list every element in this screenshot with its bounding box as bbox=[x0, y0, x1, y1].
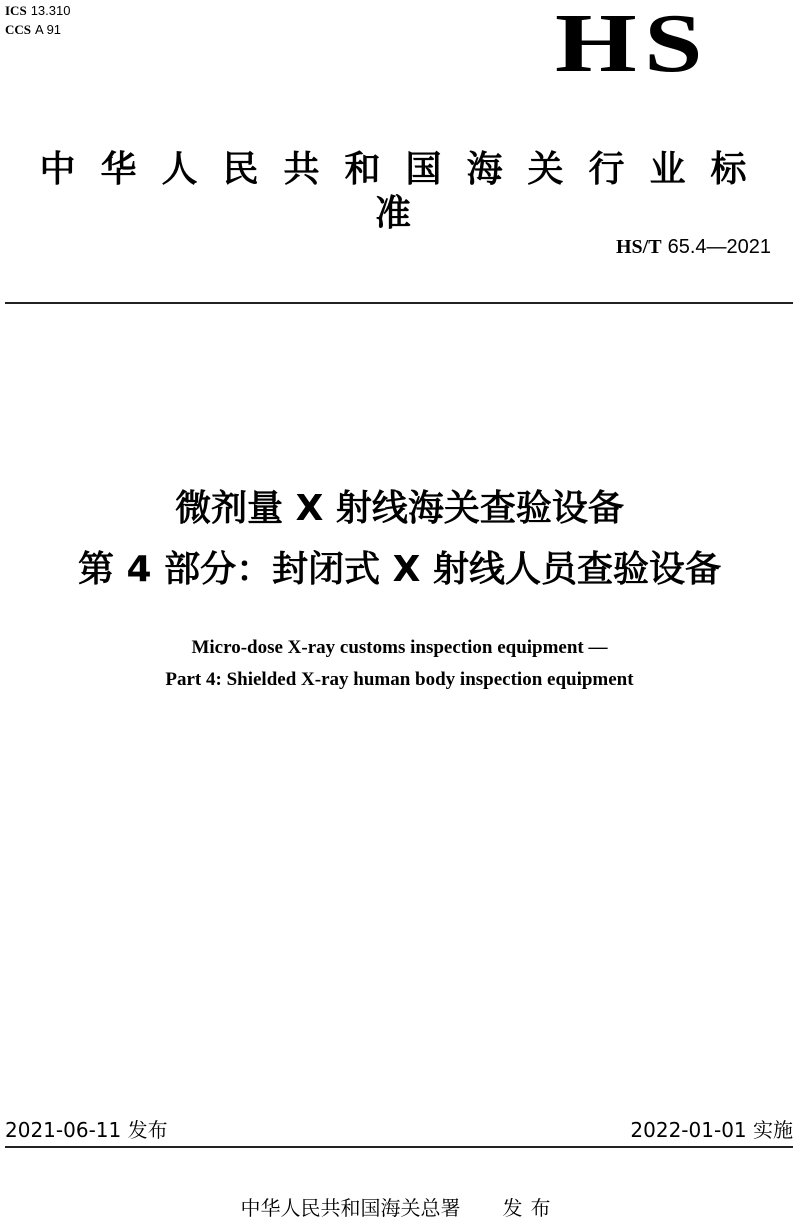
standard-number-value: 65.4—2021 bbox=[667, 236, 771, 258]
ics-label: ICS bbox=[5, 3, 27, 18]
issuer bbox=[0, 1194, 799, 1222]
issuer-name: 中华人民共和国海关总署 bbox=[240, 1196, 461, 1220]
title-en-line1: Micro-dose X-ray customs inspection equipment — bbox=[191, 637, 608, 658]
implementation-date: 2022-01-01 实施 bbox=[630, 1118, 793, 1142]
title-cn-line1: 微剂量 X 射线海关查验设备 bbox=[175, 488, 624, 529]
title-en-line2: Part 4: Shielded X-ray human body inspection equipment bbox=[165, 669, 634, 690]
hs-logo: HS bbox=[555, 0, 711, 90]
ccs-value: A 91 bbox=[35, 22, 62, 37]
classification-codes bbox=[5, 2, 70, 40]
ccs-label: CCS bbox=[5, 22, 32, 37]
standard-prefix: HS/T bbox=[616, 236, 662, 258]
issue-date: 2021-06-11 发布 bbox=[5, 1118, 168, 1142]
ics-value: 13.310 bbox=[30, 3, 71, 18]
ics-code bbox=[5, 2, 70, 21]
ccs-code bbox=[5, 21, 70, 40]
standard-number bbox=[616, 233, 771, 260]
title-cn-line2: 第 4 部分：封闭式 X 射线人员查验设备 bbox=[78, 549, 721, 590]
issuer-action: 发布 bbox=[502, 1196, 559, 1220]
top-divider bbox=[5, 302, 793, 304]
bottom-divider bbox=[5, 1146, 793, 1148]
organization-standard-title: 中华人民共和国海关行业标准 bbox=[39, 149, 772, 234]
